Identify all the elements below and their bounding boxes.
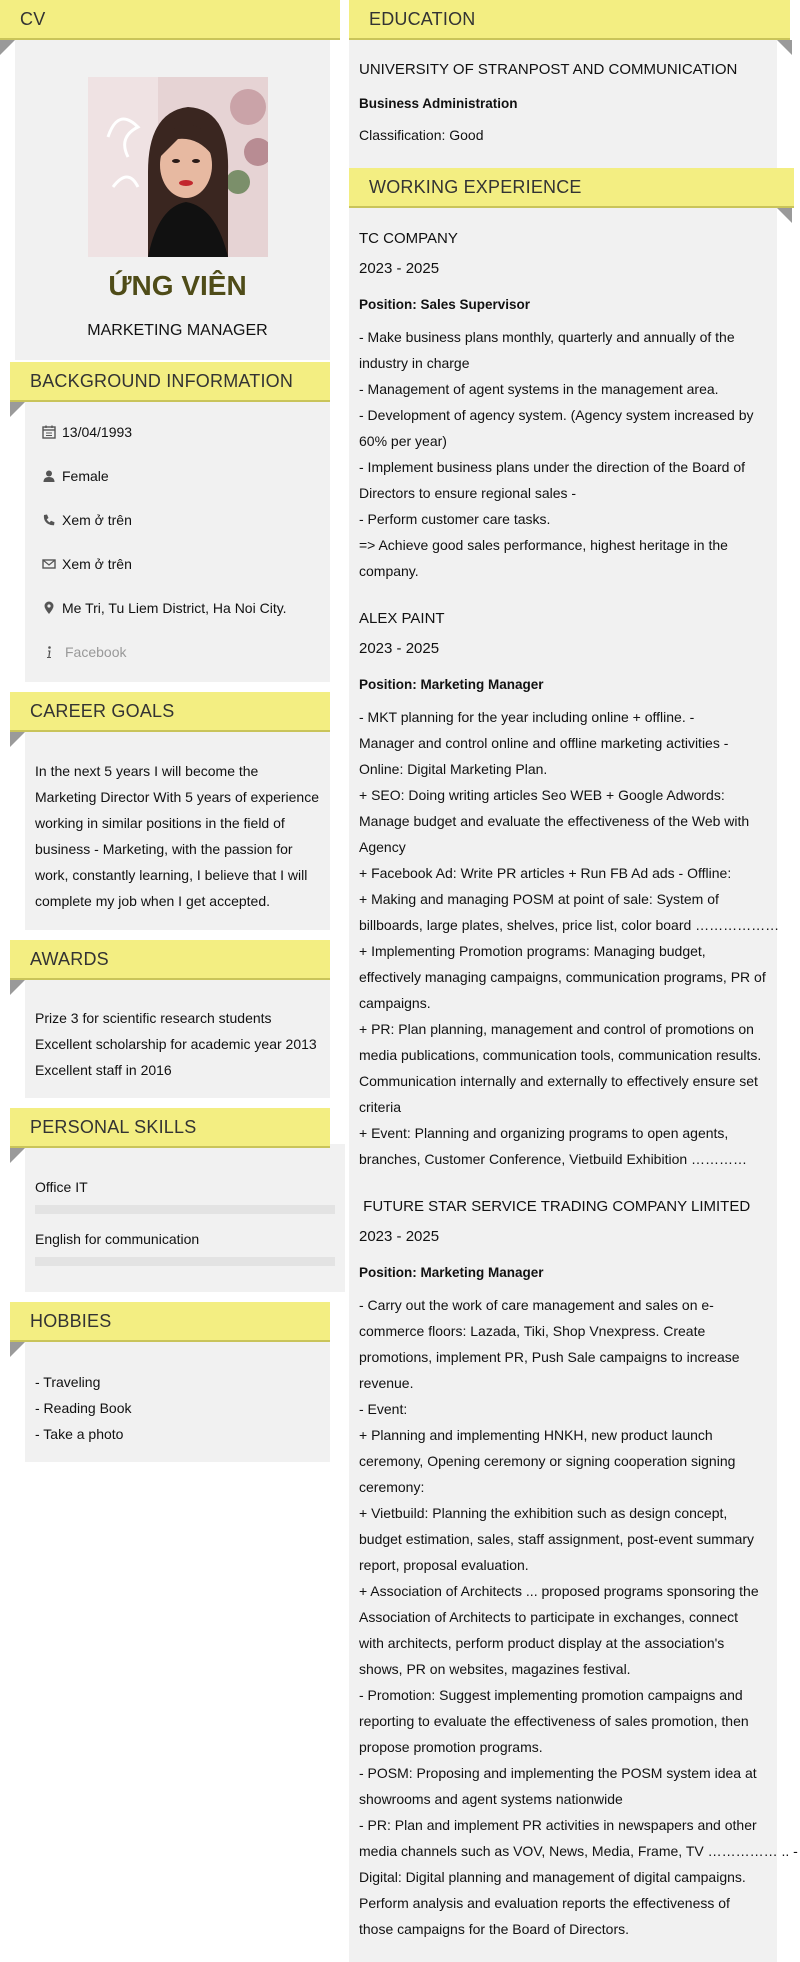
address-row [42,598,287,618]
job-line: media channels such as VOV, News, Media, Frame, TV …………… .. - [359,1843,798,1859]
gender-value: Female [62,468,109,484]
background-panel [25,400,330,682]
job-line: - PR: Plan and implement PR activities in newspapers and other [359,1817,757,1833]
job-period: 2023 - 2025 [359,640,440,657]
skill-name: English for communication [35,1231,200,1247]
job-line: - Implement business plans under the direction of the Board of [359,459,745,475]
job-line: - Make business plans monthly, quarterly and annually of the [359,329,735,345]
awards-fold [10,980,25,995]
skill-bar [35,1257,335,1266]
job-line: branches, Customer Conference, Vietbuild Exhibition ………… [359,1151,748,1167]
cv-fold [0,40,15,55]
job-line: media publications, communication tools, communication results. [359,1047,762,1063]
job-line: criteria [359,1099,402,1115]
job-line: - Perform customer care tasks. [359,511,551,527]
hobby-item: - Take a photo [35,1426,124,1442]
education-title: EDUCATION [369,8,476,29]
experience-title: WORKING EXPERIENCE [369,176,582,197]
career-fold [10,732,25,747]
map-marker-icon [42,601,56,615]
background-band [10,362,330,402]
info-icon [42,645,56,659]
job-line: - MKT planning for the year including online + offline. - [359,709,695,725]
candidate-name: ỨNG VIÊN [108,270,247,301]
birthday-row [42,422,132,442]
job-line: report, proposal evaluation. [359,1557,529,1573]
job-line: - Event: [359,1401,408,1417]
job-line: - Carry out the work of care management and sales on e- [359,1297,714,1313]
job-period: 2023 - 2025 [359,1228,440,1245]
job-company: ALEX PAINT [359,610,445,627]
job-line: promotions, implement PR, Push Sale campaigns to increase [359,1349,740,1365]
career-line: Marketing Director With 5 years of experience [35,789,319,805]
job-line: - Development of agency system. (Agency system increased by [359,407,754,423]
job-line: Communication internally and externally to effectively ensure set [359,1073,758,1089]
hobby-item: - Traveling [35,1374,101,1390]
calendar-icon [42,425,56,439]
job-line: + Facebook Ad: Write PR articles + Run FB Ad ads - Offline: [359,865,732,881]
job-line: shows, PR on websites, magazines festival. [359,1661,631,1677]
envelope-icon [42,557,56,571]
job-line: campaigns. [359,995,431,1011]
job-line: + Planning and implementing HNKH, new product launch [359,1427,713,1443]
career-line: work, constantly learning, I believe that I will [35,867,308,883]
skills-title: PERSONAL SKILLS [30,1116,197,1137]
job-line: + SEO: Doing writing articles Seo WEB + Google Adwords: [359,787,725,803]
career-line: business - Marketing, with the passion for [35,841,293,857]
job-description [359,704,779,1172]
job-line: Association of Architects to participate in exchanges, connect [359,1609,738,1625]
address-value: Me Tri, Tu Liem District, Ha Noi City. [62,600,287,616]
job-line: commerce floors: Lazada, Tiki, Shop Vnexpress. Create [359,1323,706,1339]
job-position: Position: Marketing Manager [359,677,544,692]
job-line: 60% per year) [359,433,447,449]
job-line: Online: Digital Marketing Plan. [359,761,548,777]
job-line: billboards, large plates, shelves, price list, color board ……………… [359,917,780,933]
avatar [88,77,268,257]
career-text [35,758,319,914]
cv-band [0,0,340,40]
job-description [359,324,754,584]
career-title: CAREER GOALS [30,700,175,721]
awards-band [10,940,330,980]
email-value: Xem ở trên [62,556,132,572]
job-line: - POSM: Proposing and implementing the POSM system idea at [359,1765,757,1781]
job-company: TC COMPANY [359,230,458,247]
job-line: with architects, perform product display at the association's [359,1635,725,1651]
education-major: Business Administration [359,96,518,111]
hobbies-list [35,1369,132,1447]
job-line: Digital: Digital planning and management of digital campaigns. [359,1869,746,1885]
job-line: + PR: Plan planning, management and control of promotions on [359,1021,754,1037]
hobbies-band [10,1302,330,1342]
phone-icon [42,513,56,527]
awards-title: AWARDS [30,948,109,969]
job-line: Manage budget and evaluate the effectiveness of the Web with [359,813,750,829]
job-line: ceremony: [359,1479,425,1495]
facebook-link[interactable]: Facebook [65,644,127,660]
skills-band [10,1108,330,1148]
award-item: Prize 3 for scientific research students [35,1010,272,1026]
job-line: + Association of Architects ... proposed programs sponsoring the [359,1583,759,1599]
job-line: effectively managing campaigns, communication programs, PR of [359,969,766,985]
job-line: those campaigns for the Board of Directors. [359,1921,630,1937]
job-line: + Event: Planning and organizing programs to open agents, [359,1125,729,1141]
skill-name: Office IT [35,1179,88,1195]
background-title: BACKGROUND INFORMATION [30,370,294,391]
skills-fold [10,1148,25,1163]
job-company: FUTURE STAR SERVICE TRADING COMPANY LIMITED [359,1198,751,1215]
cv-label: CV [20,8,46,29]
job-line: + Implementing Promotion programs: Managing budget, [359,943,706,959]
education-school: UNIVERSITY OF STRANPOST AND COMMUNICATION [359,61,738,78]
job-line: Directors to ensure regional sales - [359,485,577,501]
job-period: 2023 - 2025 [359,260,440,277]
job-line: Manager and control online and offline marketing activities - [359,735,729,751]
skills-panel [25,1144,345,1292]
job-line: revenue. [359,1375,414,1391]
job-line: budget estimation, sales, staff assignment, post-event summary [359,1531,755,1547]
job-line: industry in charge [359,355,470,371]
job-line: - Management of agent systems in the management area. [359,381,719,397]
job-line: company. [359,563,419,579]
job-description [359,1292,798,1942]
award-item: Excellent staff in 2016 [35,1062,172,1078]
hobby-item: - Reading Book [35,1400,132,1416]
job-line: + Making and managing POSM at point of sale: System of [359,891,719,907]
skill-bar [35,1205,335,1214]
phone-row [42,510,132,530]
gender-row [42,466,109,486]
job-line: Perform analysis and evaluation reports the effectiveness of [359,1895,730,1911]
award-item: Excellent scholarship for academic year 2013 [35,1036,317,1052]
job-line: + Vietbuild: Planning the exhibition such as design concept, [359,1505,728,1521]
job-line: propose promotion programs. [359,1739,543,1755]
birthday-value: 13/04/1993 [62,424,133,440]
education-classification: Classification: Good [359,127,484,143]
job-position: Position: Sales Supervisor [359,297,531,312]
education-fold [777,40,792,55]
job-line: showrooms and agent systems nationwide [359,1791,623,1807]
career-band [10,692,330,732]
experience-band [349,168,794,208]
job-line: - Promotion: Suggest implementing promotion campaigns and [359,1687,743,1703]
hobbies-fold [10,1342,25,1357]
job-line: reporting to evaluate the effectiveness of sales promotion, then [359,1713,749,1729]
job-line: ceremony, Opening ceremony or signing cooperation signing [359,1453,736,1469]
job-position: Position: Marketing Manager [359,1265,544,1280]
career-line: working in similar positions in the field of [35,815,285,831]
phone-value: Xem ở trên [62,512,132,528]
facebook-row[interactable] [42,642,126,662]
candidate-position: MARKETING MANAGER [87,322,268,339]
hobbies-title: HOBBIES [30,1310,112,1331]
user-icon [42,469,56,483]
job-line: Agency [359,839,406,855]
career-line: complete my job when I get accepted. [35,893,271,909]
experience-fold [777,208,792,223]
email-row [42,554,132,574]
awards-list [35,1005,317,1083]
education-band [349,0,790,40]
background-fold [10,402,25,417]
job-line: => Achieve good sales performance, highest heritage in the [359,537,728,553]
career-line: In the next 5 years I will become the [35,763,259,779]
